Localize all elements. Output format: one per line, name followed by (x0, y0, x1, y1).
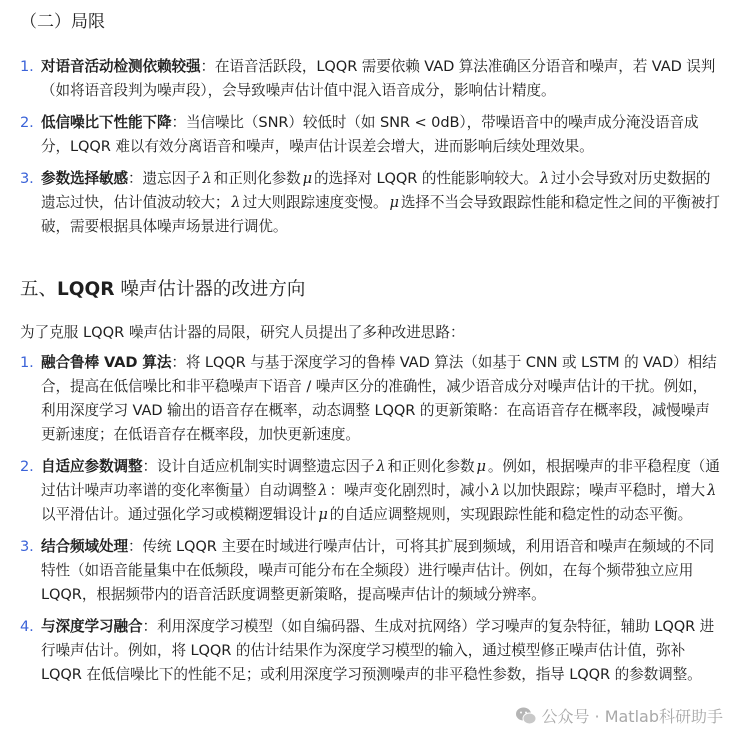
limitations-list (20, 55, 720, 239)
item-text: 的选择对 LQQR 的性能影响较大。 (313, 170, 538, 187)
item-label: 与深度学习融合 (41, 618, 143, 635)
item-text: ：将 LQQR 与基于深度学习的鲁棒 VAD 算法（如基于 CNN 或 LSTM 的 VAD）相结合，提高在低信噪比和非平稳噪声下语音 / 噪声区分的准确性，减少语音成分对噪声估计的干扰。例如，利用深度学习 VAD 输出的语音存在概率，动态调整 LQQR 的更新策略：在高语音存在概率段，减慢噪声更新速度；在低语音存在概率段，加快更新速度。 (41, 354, 717, 443)
limitations-heading: （二）局限 (20, 12, 105, 32)
item-text: 以加快跟踪；噪声平稳时，增大 (502, 482, 706, 499)
item-text: ：噪声变化剧烈时，减小 (329, 482, 489, 499)
improvements-list (20, 351, 720, 687)
mu-symbol: μ (302, 170, 312, 187)
item-text: ：当信噪比（SNR）较低时（如 SNR < 0dB），带噪语音中的噪声成分淹没语音成分，LQQR 难以有效分离语音和噪声，噪声估计误差会增大，进而影响后续处理效果。 (41, 114, 699, 155)
list-number: 1. (20, 354, 34, 371)
item-label: 融合鲁棒 VAD 算法 (41, 354, 172, 371)
lambda-symbol: λ (376, 458, 386, 475)
item-text: ：设计自适应机制实时调整遗忘因子 (142, 458, 375, 475)
item-label: 低信噪比下性能下降 (41, 114, 172, 131)
heading-bold: LQQR (57, 279, 115, 300)
improvements-intro: 为了克服 LQQR 噪声估计器的局限，研究人员提出了多种改进思路： (20, 324, 465, 341)
improvements-heading (20, 275, 720, 305)
list-item (20, 167, 720, 239)
item-label: 参数选择敏感 (41, 170, 128, 187)
item-label: 结合频域处理 (41, 538, 128, 555)
lambda-symbol: λ (318, 482, 328, 499)
item-label: 自适应参数调整 (41, 458, 143, 475)
item-text: 以平滑估计。通过强化学习或模糊逻辑设计 (41, 506, 317, 523)
list-item (20, 55, 720, 103)
watermark-text: 公众号 · Matlab科研助手 (541, 707, 723, 726)
lambda-symbol: λ (539, 170, 549, 187)
mu-symbol: μ (476, 458, 486, 475)
list-number: 2. (20, 458, 34, 475)
list-item (20, 111, 720, 159)
item-text: 和正则化参数 (213, 170, 301, 187)
lambda-symbol: λ (202, 170, 212, 187)
item-text: 的自适应调整规则，实现跟踪性能和稳定性的动态平衡。 (329, 506, 693, 523)
item-text: ：遗忘因子 (127, 170, 201, 187)
wechat-icon (515, 706, 537, 726)
item-text: ：在语音活跃段，LQQR 需要依赖 VAD 算法准确区分语音和噪声，若 VAD 误判（如将语音段判为噪声段），会导致噪声估计值中混入语音成分，影响估计精度。 (41, 58, 716, 99)
item-text: ：利用深度学习模型（如自编码器、生成对抗网络）学习噪声的复杂特征，辅助 LQQR 进行噪声估计。例如，将 LQQR 的估计结果作为深度学习模型的输入，通过模型修正噪声估计值，弥补 LQQR 在低信噪比下的性能不足；或利用深度学习预测噪声的非平稳性参数，指导 LQQR 的参数调整。 (41, 618, 715, 683)
item-text: ：传统 LQQR 主要在时域进行噪声估计，可将其扩展到频域，利用语音和噪声在频域的不同特性（如语音能量集中在低频段，噪声可能分布在全频段）进行噪声估计。例如，在每个频带独立应用 LQQR，根据频带内的语音活跃度调整更新策略，提高噪声估计的频域分辨率。 (41, 538, 715, 603)
item-text: 过大则跟踪速度变慢。 (242, 194, 388, 211)
lambda-symbol: λ (490, 482, 501, 499)
lambda-symbol: λ (231, 194, 241, 211)
heading-prefix: 五、 (20, 279, 58, 300)
list-item (20, 535, 720, 607)
list-number: 4. (20, 618, 34, 635)
list-item (20, 615, 720, 687)
item-text: 和正则化参数 (387, 458, 475, 475)
list-number: 3. (20, 538, 34, 555)
item-text: 。例如，根据噪声的非平稳程度（通过估计噪声功率谱的变化率衡量）自动调整 (41, 458, 720, 499)
mu-symbol: μ (318, 506, 328, 523)
item-label: 对语音活动检测依赖较强 (41, 58, 201, 75)
mu-symbol: μ (389, 194, 399, 211)
list-number: 2. (20, 114, 34, 131)
list-item (20, 351, 720, 447)
item-text: 选择不当会导致跟踪性能和稳定性之间的平衡被打破，需要根据具体噪声场景进行调优。 (41, 194, 720, 235)
lambda-symbol: λ (707, 482, 717, 499)
list-number: 1. (20, 58, 34, 75)
list-item (20, 455, 720, 527)
heading-rest: 噪声估计器的改进方向 (114, 279, 306, 300)
document (20, 8, 720, 695)
item-text: 过小会导致对历史数据的遗忘过快，估计值波动较大； (41, 170, 711, 211)
watermark (515, 704, 723, 727)
list-number: 3. (20, 170, 34, 187)
